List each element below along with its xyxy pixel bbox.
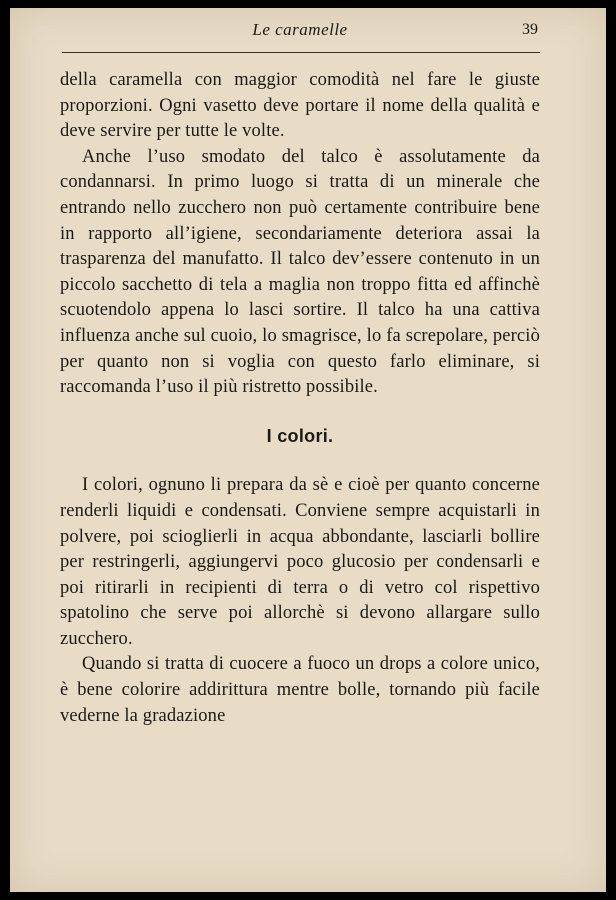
page-body	[60, 68, 540, 729]
page-number: 39	[522, 21, 538, 38]
section-heading: I colori.	[266, 425, 334, 446]
paragraph-continuation: della caramella con maggior comodità nel fare le giuste proporzioni. Ogni vasetto deve portare il nome della qualità e deve servire per tutte le volte.	[60, 70, 540, 142]
book-page	[10, 8, 606, 892]
header-rule	[62, 52, 540, 53]
page-header	[62, 18, 538, 46]
paragraph-cuocere: Quando si tratta di cuocere a fuoco un drops a colore unico, è bene colorire addirittura mentre bolle, tornando più facile vederne la gradazione	[60, 654, 540, 726]
paragraph-talco: Anche l’uso smodato del talco è assolutamente da condannarsi. In primo luogo si tratta di un minerale che entrando nello zucchero non può certamente contribuire bene in rapporto all’igiene, secondariamente deteriora assai la trasparenza del manufatto. Il talco dev’essere contenuto in un piccolo sacchetto di tela a maglia non troppo fitta ed affinchè scuotendolo appena lo lasci sortire. Il talco ha una cattiva influenza anche sul cuoio, lo smagrisce, lo fa screpolare, perciò per quanto non si voglia con questo farlo eliminare, si raccomanda l’uso il più ristretto possibile.	[60, 146, 540, 398]
paragraph-colori: I colori, ognuno li prepara da sè e cioè per quanto concerne renderli liquidi e condensati. Conviene sempre acquistarli in polvere, poi scioglierli in acqua abbondante, lasciarli bollire per restringerli, aggiungervi poco glucosio per condensarli e poi ritirarli in recipienti di terra o di vetro col rispettivo spatolino che serve poi allorchè si devono allargare sullo zucchero.	[60, 475, 540, 649]
running-title: Le caramelle	[252, 20, 348, 39]
